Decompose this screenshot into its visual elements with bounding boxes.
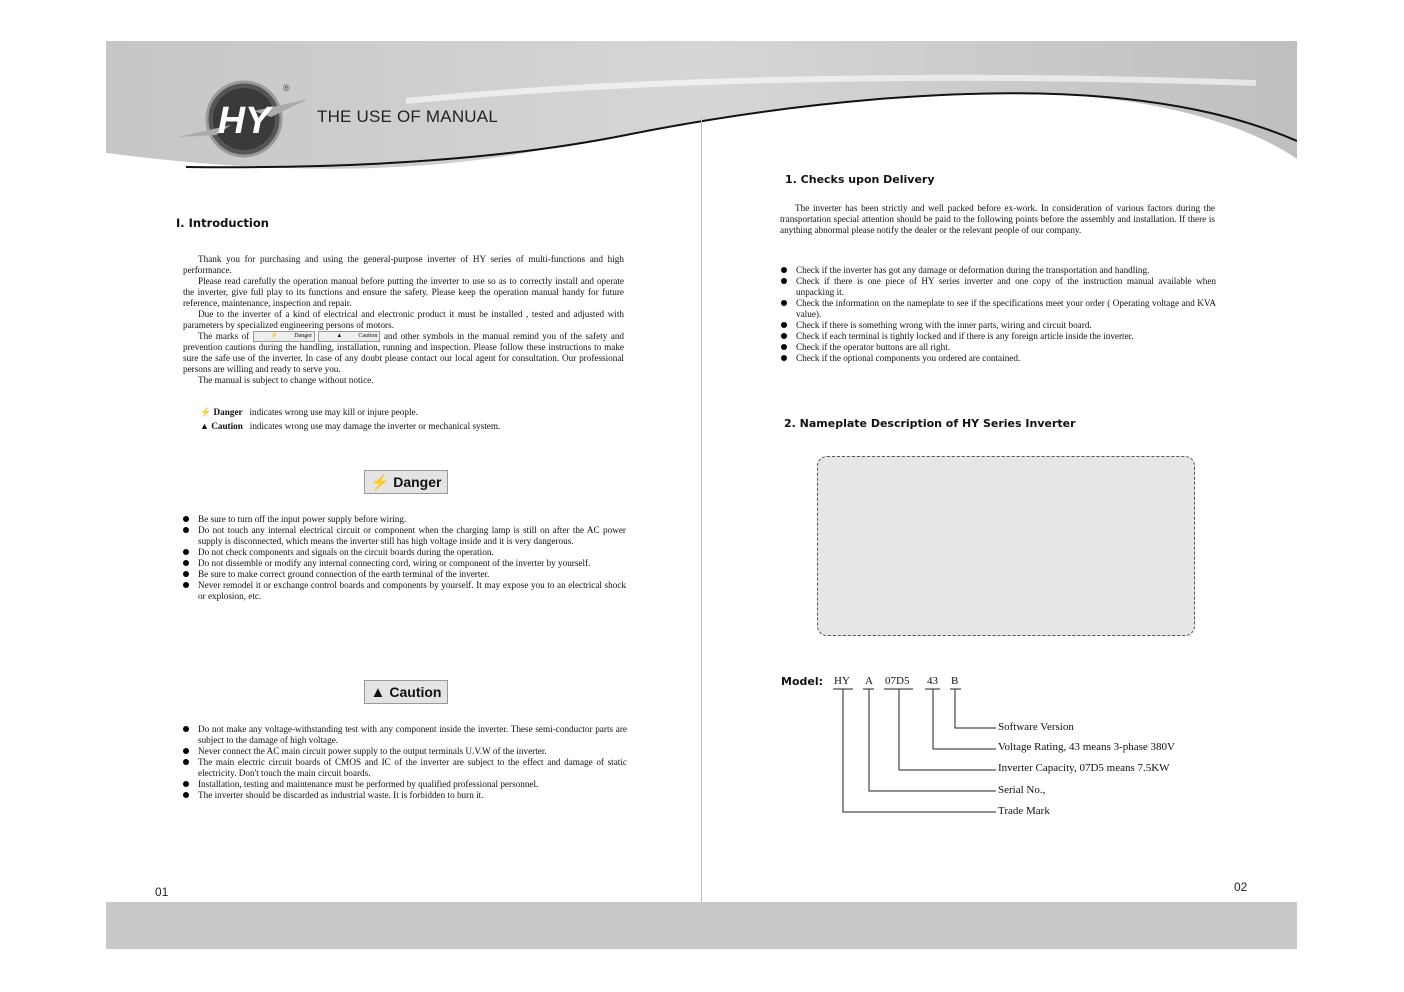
manual-title: THE USE OF MANUAL [317, 107, 498, 126]
model-connector-lines [106, 41, 1297, 949]
caution-item: Never connect the AC main circuit power supply to the output terminals U.V.W of the inverter. [182, 746, 627, 757]
danger-item: Be sure to make correct ground connection of the earth terminal of the inverter. [182, 569, 626, 580]
danger-item: Do not check components and signals on the circuit boards during the operation. [182, 547, 626, 558]
page-number-left: 01 [155, 885, 169, 899]
lightning-icon: ⚡ [270, 333, 279, 340]
legend-caution-text: indicates wrong use may damage the inverter or mechanical system. [249, 421, 501, 431]
model-part-capacity: 07D5 [885, 675, 910, 687]
caution-item: Do not make any voltage-withstanding test with any component inside the inverter. These semi-conductor parts are subject to the damage of high voltage. [182, 724, 627, 746]
warning-icon: ▲ [370, 683, 386, 701]
warning-icon: ▲ [336, 333, 343, 340]
marks-lead-text: The marks of [198, 331, 250, 341]
checks-paragraph: The inverter has been strictly and well packed before ex-work. In consideration of various factors during the transportation special attention should be paid to the following points before the assembly and installation. If there is anything abnormal please notify the dealer or the relevant people of our company. [780, 203, 1215, 235]
intro-paragraph-1: Thank you for purchasing and using the general-purpose inverter of HY series of multi-functions and high performance. [183, 254, 624, 275]
registered-mark: ® [283, 83, 290, 93]
danger-item: Never remodel it or exchange control boards and components by yourself. It may expose you to an electrical shock or explosion, etc. [182, 580, 626, 602]
desc-inverter-capacity: Inverter Capacity, 07D5 means 7.5KW [998, 762, 1170, 774]
model-part-serial: A [865, 675, 873, 687]
intro-paragraph-5: The manual is subject to change without notice. [198, 375, 374, 386]
caution-item: The main electric circuit boards of CMOS and IC of the inverter are subject to the effect and damage of static electricity. Don't touch the main circuit boards. [182, 757, 627, 779]
desc-serial-no: Serial No., [998, 784, 1046, 796]
model-part-trade-mark: HY [834, 675, 850, 687]
model-part-software: B [951, 675, 959, 687]
caution-item: The inverter should be discarded as industrial waste. It is forbidden to burn it. [182, 790, 627, 801]
check-item: Check if there is one piece of HY series inverter and one copy of the instruction manual available when unpacking it. [780, 276, 1216, 298]
check-item: Check the information on the nameplate to see if the specifications meet your order ( Operating voltage and KVA value). [780, 298, 1216, 320]
legend-danger-text: indicates wrong use may kill or injure people. [249, 407, 418, 417]
model-part-voltage: 43 [927, 675, 938, 687]
nameplate-heading: 2. Nameplate Description of HY Series Inverter [784, 417, 1076, 430]
danger-item: Be sure to turn off the input power supply before wiring. [182, 514, 626, 525]
desc-trade-mark: Trade Mark [998, 805, 1050, 817]
desc-voltage-rating: Voltage Rating, 43 means 3-phase 380V [998, 741, 1175, 753]
danger-tag-label: Danger [393, 474, 442, 490]
check-item: Check if the optional components you ordered are contained. [780, 353, 1216, 364]
checks-heading: 1. Checks upon Delivery [785, 173, 935, 186]
marks-tail-text: and other symbols in the manual remind you of the safety and prevention cautions during the handling, installation, running and inspection. Please follow these instructions to make sure the safe use of the inverter. In case of any doubt please contact our local agent for consultation. Our professional persons are willing and ready to serve you. [183, 331, 625, 375]
check-item: Check if the operator buttons are all right. [780, 342, 1216, 353]
manual-spread [106, 41, 1297, 949]
check-item: Check if the inverter has got any damage or deformation during the transportation and handling. [780, 265, 1216, 276]
check-item: Check if each terminal is tightly locked and if there is any foreign article inside the inverter. [780, 331, 1216, 342]
caution-tag-label: Caution [389, 684, 442, 700]
caution-item: Installation, testing and maintenance must be performed by qualified professional personnel. [182, 779, 627, 790]
logo-lettering: HY [217, 100, 271, 142]
danger-item: Do not dissemble or modify any internal connecting cord, wiring or component of the inverter by yourself. [182, 558, 626, 569]
model-label: Model: [781, 675, 824, 688]
mini-caution-label: Caution [358, 333, 378, 340]
page-number-right: 02 [1234, 880, 1248, 894]
danger-item: Do not touch any internal electrical circuit or component when the charging lamp is still on after the AC power supply is disconnected, which means the inverter still has high voltage inside and it is very dangerous. [182, 525, 626, 547]
intro-paragraph-3: Due to the inverter of a kind of electrical and electronic product it must be installed , tested and adjusted with parameters by specialized engineering persons of motors. [183, 309, 624, 330]
footer-band [106, 902, 1297, 949]
introduction-heading: Ⅰ. Introduction [176, 216, 269, 230]
legend-danger-label: Danger [213, 407, 243, 417]
lightning-icon: ⚡ [370, 474, 390, 491]
lightning-icon: ⚡ [200, 407, 212, 417]
check-item: Check if there is something wrong with the inner parts, wiring and circuit board. [780, 320, 1216, 331]
mini-danger-label: Danger [294, 333, 312, 340]
warning-icon: ▲ [200, 421, 209, 431]
desc-software-version: Software Version [998, 721, 1074, 733]
legend-caution-label: Caution [211, 421, 243, 431]
intro-paragraph-2: Please read carefully the operation manual before putting the inverter to use so as to correctly install and operate the inverter, give full play to its functions and ensure the safety. Please keep the operation manual handy for future reference, maintenance, inspection and repair. [183, 276, 624, 308]
